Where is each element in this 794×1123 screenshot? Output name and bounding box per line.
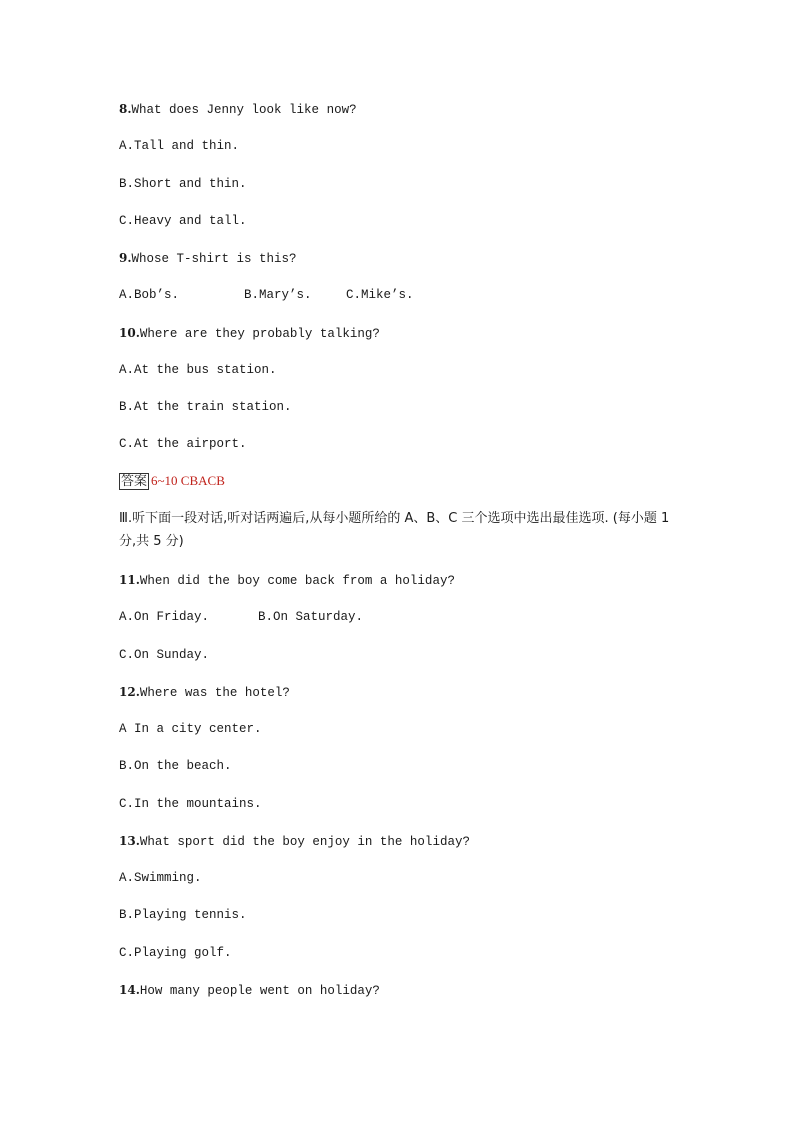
q13-option-c: C.Playing golf. (119, 946, 232, 960)
q12-option-b: B.On the beach. (119, 759, 232, 773)
question-number: 12. (119, 685, 140, 699)
q8-option-a: A.Tall and thin. (119, 139, 240, 153)
question-10 (119, 325, 380, 342)
q11-options (119, 609, 363, 625)
q9-option-c: C.Mike’s. (346, 288, 414, 302)
question-text: What sport did the boy enjoy in the holiday? (139, 835, 470, 849)
answer-label: 答案 (121, 474, 148, 489)
question-number: 9. (119, 251, 132, 265)
answer-text: 6~10 CBACB (151, 473, 225, 488)
section-3-instruction: Ⅲ.听下面一段对话,听对话两遍后,从每小题所给的 A、B、C 三个选项中选出最佳选项. (每小题 1 分,共 5 分) (119, 511, 670, 549)
q13-option-a: A.Swimming. (119, 871, 202, 885)
q12-option-a: A In a city center. (119, 722, 262, 736)
q10-option-a: A.At the bus station. (119, 363, 277, 377)
q8-option-c: C.Heavy and tall. (119, 214, 247, 228)
q10-option-c: C.At the airport. (119, 437, 247, 451)
q11-option-c: C.On Sunday. (119, 648, 210, 662)
question-text: When did the boy come back from a holiday? (139, 574, 455, 588)
answer-line (119, 472, 225, 490)
question-11 (119, 572, 455, 589)
question-number: 11. (119, 573, 140, 587)
question-text: What does Jenny look like now? (131, 103, 357, 117)
question-13 (119, 833, 470, 850)
question-number: 8. (119, 102, 132, 116)
question-14 (119, 982, 380, 999)
q11-option-b: B.On Saturday. (258, 610, 364, 624)
q10-option-b: B.At the train station. (119, 400, 292, 414)
q9-option-a: A.Bob’s. (119, 288, 180, 302)
question-text: Where are they probably talking? (139, 327, 380, 341)
question-8 (119, 101, 357, 118)
q9-options (119, 287, 414, 303)
question-text: Where was the hotel? (139, 686, 290, 700)
question-number: 13. (119, 834, 140, 848)
question-number: 14. (119, 983, 140, 997)
q8-option-b: B.Short and thin. (119, 177, 247, 191)
question-12 (119, 684, 290, 701)
q9-option-b: B.Mary’s. (244, 288, 312, 302)
q13-option-b: B.Playing tennis. (119, 908, 247, 922)
question-text: How many people went on holiday? (139, 984, 380, 998)
question-9 (119, 250, 297, 267)
q12-option-c: C.In the mountains. (119, 797, 262, 811)
q11-option-a: A.On Friday. (119, 610, 210, 624)
question-number: 10. (119, 326, 140, 340)
question-text: Whose T-shirt is this? (131, 252, 297, 266)
